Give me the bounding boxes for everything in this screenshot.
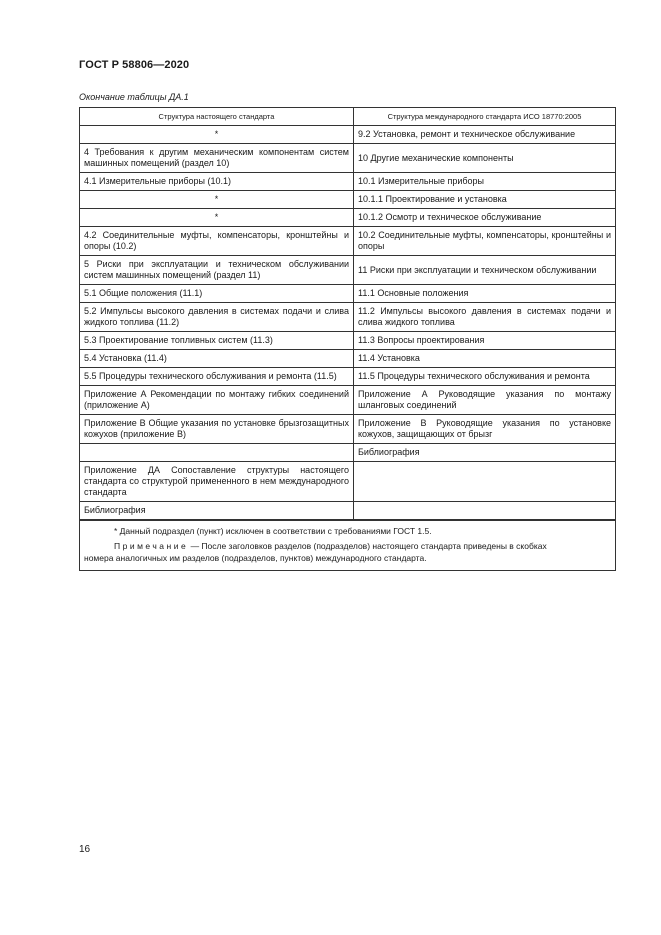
cell-international: 10.2 Соединительные муфты, компенсаторы, кронштейны и опоры	[354, 227, 616, 256]
cell-international: 10.1.1 Проектирование и установка	[354, 191, 616, 209]
cell-national: *	[80, 191, 354, 209]
cell-national: Приложение В Общие указания по установке брызгозащитных кожухов (приложение В)	[80, 415, 354, 444]
footnote-cell	[80, 520, 616, 571]
cell-international: Библиография	[354, 444, 616, 462]
cell-national: 5.5 Процедуры технического обслуживания и ремонта (11.5)	[80, 368, 354, 386]
table-row	[80, 502, 616, 521]
table-header-row	[80, 108, 616, 126]
table-caption: Окончание таблицы ДА.1	[79, 92, 189, 102]
cell-national: *	[80, 209, 354, 227]
column-header-international: Структура международного стандарта ИСО 18770:2005	[354, 108, 616, 126]
cell-national: 4.1 Измерительные приборы (10.1)	[80, 173, 354, 191]
note-line	[84, 540, 611, 552]
cell-national: 5 Риски при эксплуатации и техническом обслуживании систем машинных помещений (раздел 11)	[80, 256, 354, 285]
table-row	[80, 227, 616, 256]
page-number: 16	[79, 844, 91, 855]
cell-national: Приложение ДА Сопоставление структуры настоящего стандарта со структурой примененного в нем международного стандарта	[80, 462, 354, 502]
column-header-national: Структура настоящего стандарта	[80, 108, 354, 126]
cell-national: 5.3 Проектирование топливных систем (11.3)	[80, 332, 354, 350]
table-row	[80, 415, 616, 444]
footnote-text: * Данный подраздел (пункт) исключен в соответствии с требованиями ГОСТ 1.5.	[114, 526, 432, 536]
table-row	[80, 462, 616, 502]
cell-international: 11.5 Процедуры технического обслуживания и ремонта	[354, 368, 616, 386]
table-row	[80, 368, 616, 386]
cell-international: 11.2 Импульсы высокого давления в системах подачи и слива жидкого топлива	[354, 303, 616, 332]
table-row	[80, 285, 616, 303]
table-row	[80, 386, 616, 415]
cell-national: *	[80, 126, 354, 144]
cell-international: 10.1 Измерительные приборы	[354, 173, 616, 191]
cell-national: Библиография	[80, 502, 354, 521]
cell-international: 11.4 Установка	[354, 350, 616, 368]
note-title: Примечание	[114, 541, 189, 551]
table-row	[80, 209, 616, 227]
cell-international	[354, 462, 616, 502]
document-header: ГОСТ Р 58806—2020	[79, 59, 190, 71]
cell-international: 9.2 Установка, ремонт и техническое обслуживание	[354, 126, 616, 144]
cell-national: 4 Требования к другим механическим компонентам систем машинных помещений (раздел 10)	[80, 144, 354, 173]
cell-national: Приложение А Рекомендации по монтажу гибких соединений (приложение А)	[80, 386, 354, 415]
cell-national	[80, 444, 354, 462]
table-row	[80, 256, 616, 285]
cell-national: 5.1 Общие положения (11.1)	[80, 285, 354, 303]
footnote-row	[80, 520, 616, 571]
table-row	[80, 350, 616, 368]
comparison-table	[79, 107, 616, 571]
cell-international: 10 Другие механические компоненты	[354, 144, 616, 173]
table-row	[80, 126, 616, 144]
table-row	[80, 144, 616, 173]
cell-international: 11.1 Основные положения	[354, 285, 616, 303]
cell-international: Приложение В Руководящие указания по установке кожухов, защищающих от брызг	[354, 415, 616, 444]
table-row	[80, 173, 616, 191]
cell-international	[354, 502, 616, 521]
cell-international: Приложение А Руководящие указания по монтажу шланговых соединений	[354, 386, 616, 415]
table-row	[80, 444, 616, 462]
cell-international: 11 Риски при эксплуатации и техническом обслуживании	[354, 256, 616, 285]
cell-national: 5.4 Установка (11.4)	[80, 350, 354, 368]
table-row	[80, 303, 616, 332]
note-text: — После заголовков разделов (подразделов) настоящего стандарта приведены в скобках	[188, 541, 547, 551]
table-row	[80, 191, 616, 209]
cell-national: 5.2 Импульсы высокого давления в системах подачи и слива жидкого топлива (11.2)	[80, 303, 354, 332]
table-row	[80, 332, 616, 350]
note-text-continued: номера аналогичных им разделов (подразделов, пунктов) международного стандарта.	[84, 553, 427, 563]
cell-international: 10.1.2 Осмотр и техническое обслуживание	[354, 209, 616, 227]
cell-national: 4.2 Соединительные муфты, компенсаторы, кронштейны и опоры (10.2)	[80, 227, 354, 256]
cell-international: 11.3 Вопросы проектирования	[354, 332, 616, 350]
